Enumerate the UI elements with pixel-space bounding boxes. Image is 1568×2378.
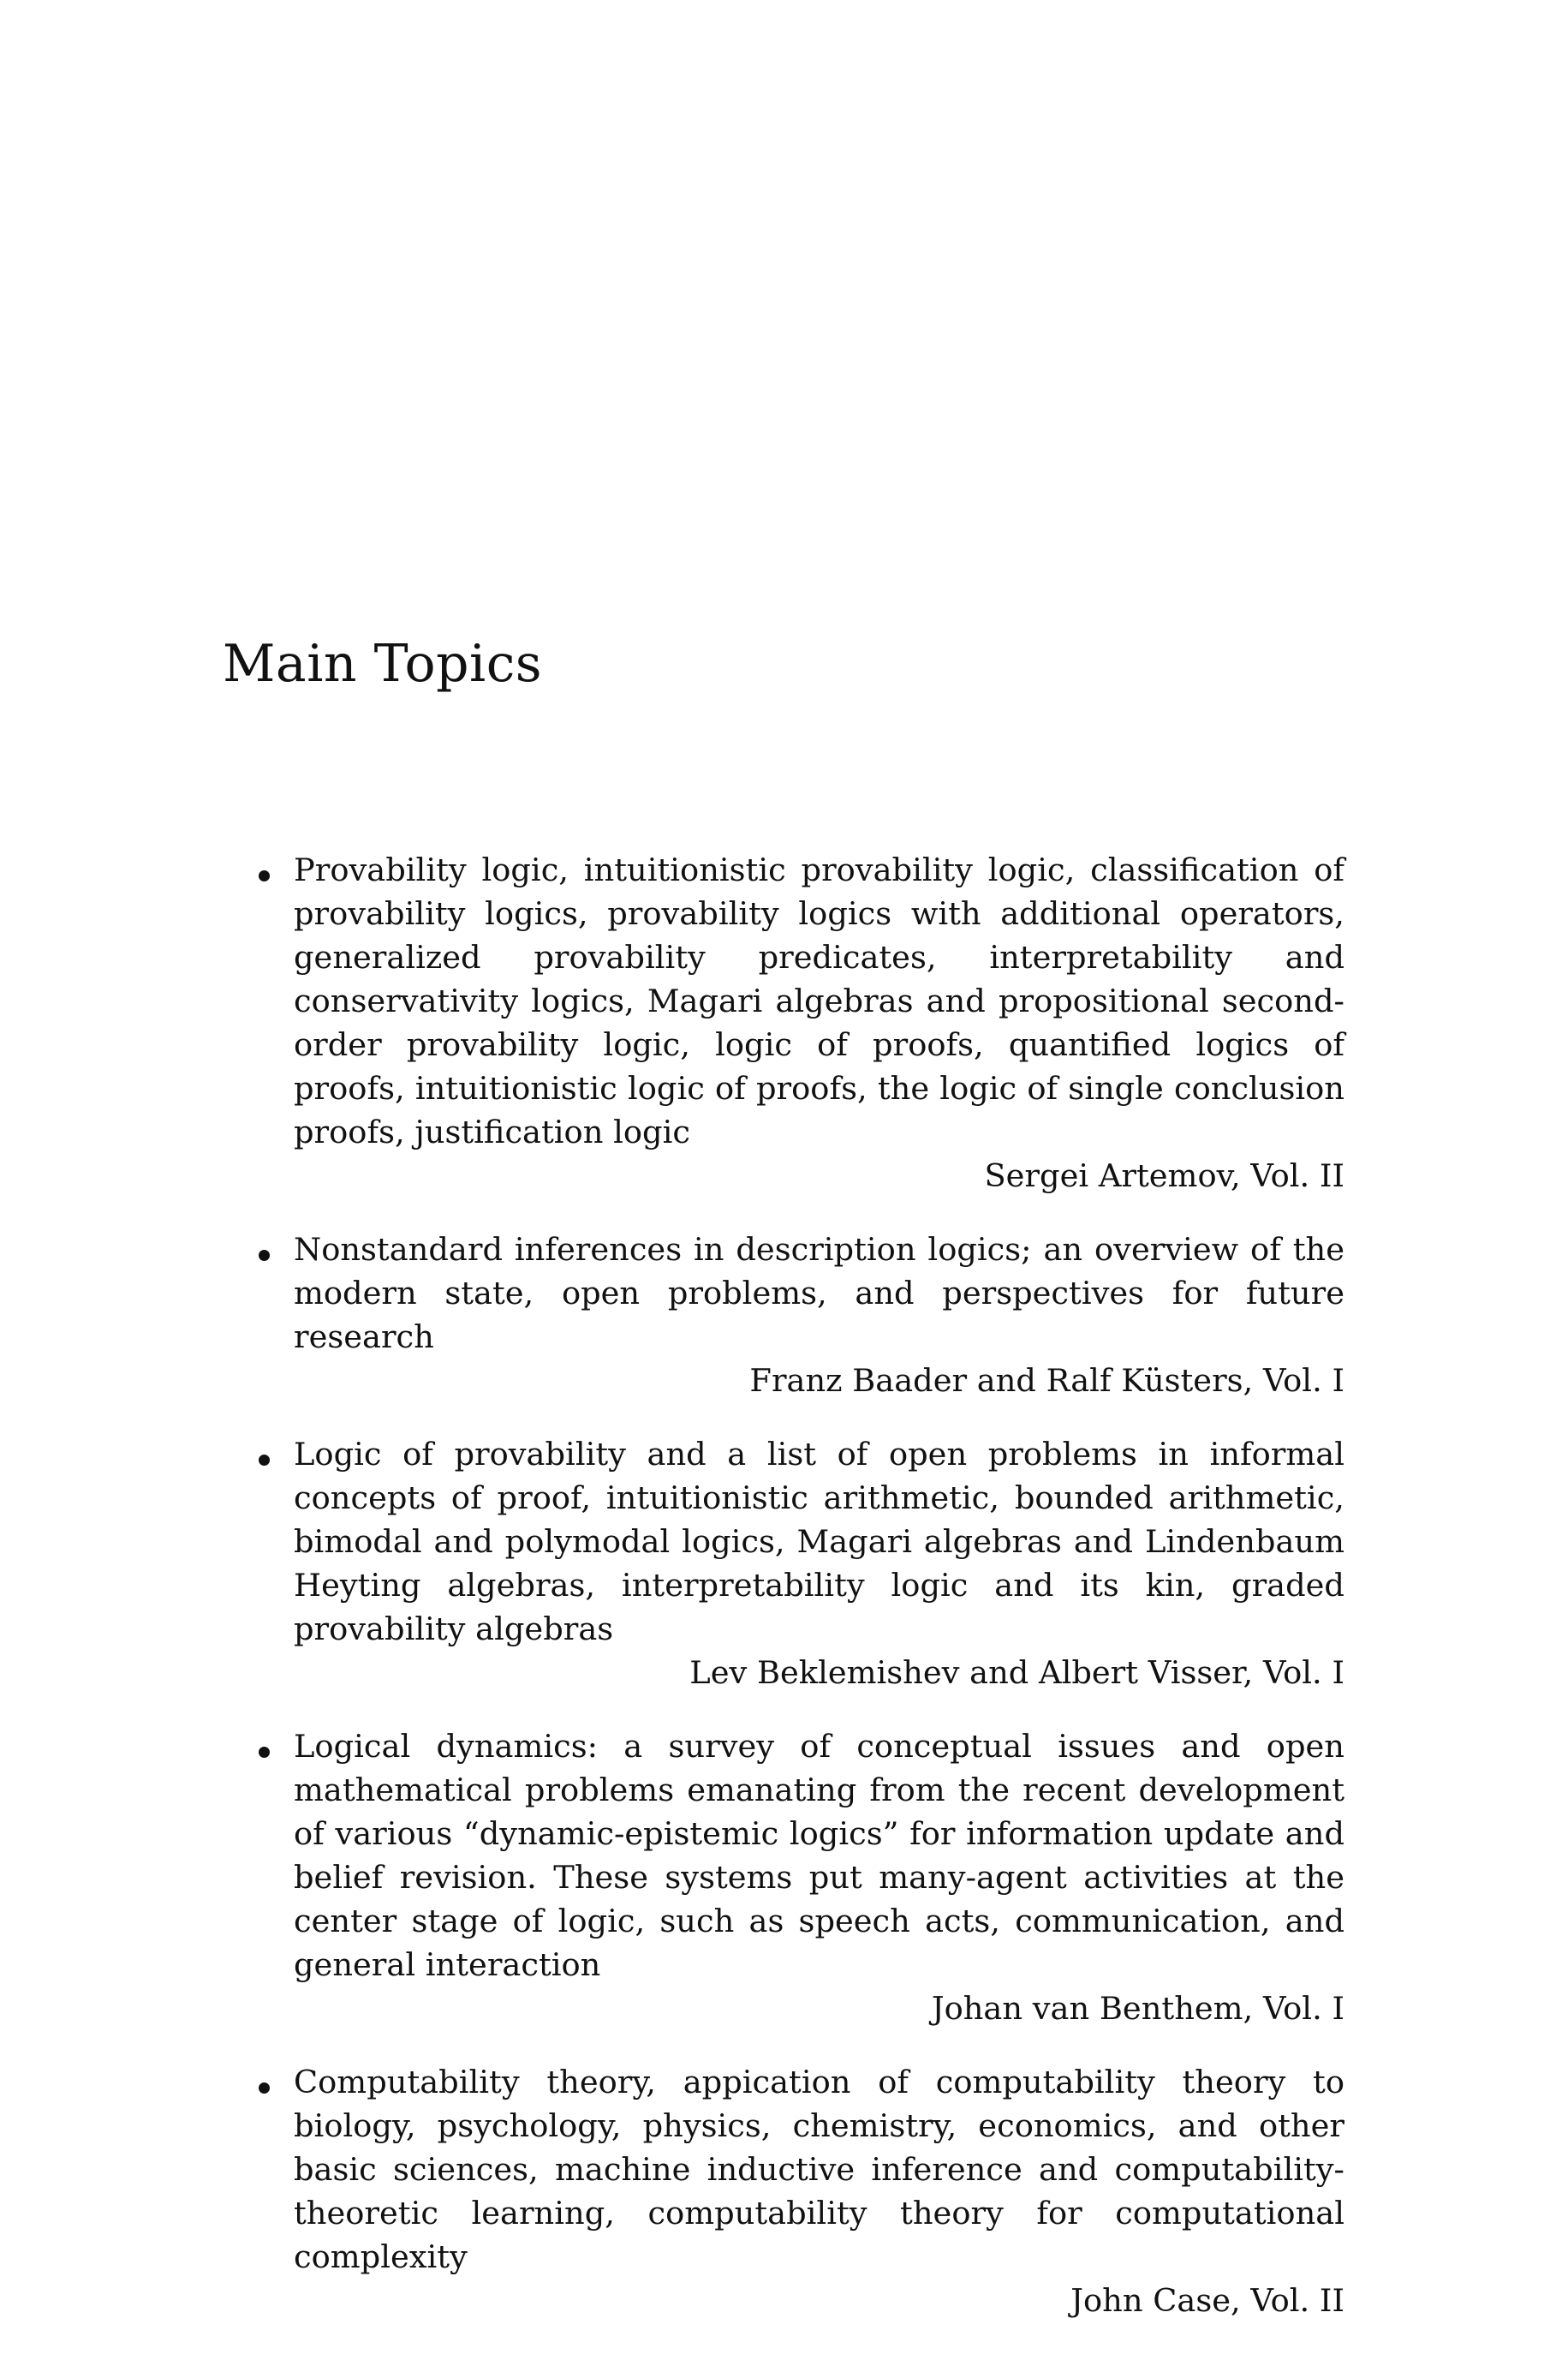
topic-item [248, 1432, 1344, 1694]
topic-author: Franz Baader and Ralf Küsters, Vol. I [749, 1362, 1344, 1399]
topic-author: Johan van Benthem, Vol. I [931, 1990, 1344, 2027]
topic-author: Lev Beklemishev and Albert Visser, Vol. I [689, 1654, 1344, 1691]
topic-description: Nonstandard inferences in description logics; an overview of the modern state, open problems, and perspectives for future research [294, 1231, 1344, 1355]
bullet-icon [259, 870, 270, 881]
topic-description: Logical dynamics: a survey of conceptual issues and open mathematical problems emanating from the recent development of various “dynamic-epistemic logics” for information update and belief revision. These systems put many-agent activities at the center stage of logic, such as speech acts, communication, and general interaction [294, 1728, 1344, 1983]
bullet-icon [259, 1250, 270, 1261]
topic-description: Logic of provability and a list of open problems in informal concepts of proof, intuitionistic arithmetic, bounded arithmetic, bimodal and polymodal logics, Magari algebras and Lindenbaum Heyting algebras, interpretability logic and its kin, graded provability algebras [294, 1436, 1344, 1647]
topic-item [248, 1724, 1344, 2030]
page-title: Main Topics [223, 634, 543, 694]
topic-item [248, 2060, 1344, 2322]
bullet-icon [259, 1747, 270, 1758]
bullet-icon [259, 1455, 270, 1466]
topic-item [248, 1228, 1344, 1402]
topic-author: John Case, Vol. II [1070, 2282, 1344, 2319]
topics-list [248, 848, 1344, 2352]
topic-author: Sergei Artemov, Vol. II [984, 1157, 1344, 1194]
topic-description: Provability logic, intuitionistic provability logic, classification of provability logics, provability logics with additional operators, generalized provability predicates, interpretability and conservativity logics, Magari algebras and propositional second-order provability logic, logic of proofs, quantified logics of proofs, intuitionistic logic of proofs, the logic of single conclusion proofs, justification logic [294, 851, 1344, 1150]
bullet-icon [259, 2082, 270, 2094]
topic-description: Computability theory, appication of computability theory to biology, psychology, physics, chemistry, economics, and other basic sciences, machine inductive inference and computability-theoretic learning, computability theory for computational complexity [294, 2064, 1344, 2275]
topic-item [248, 848, 1344, 1198]
